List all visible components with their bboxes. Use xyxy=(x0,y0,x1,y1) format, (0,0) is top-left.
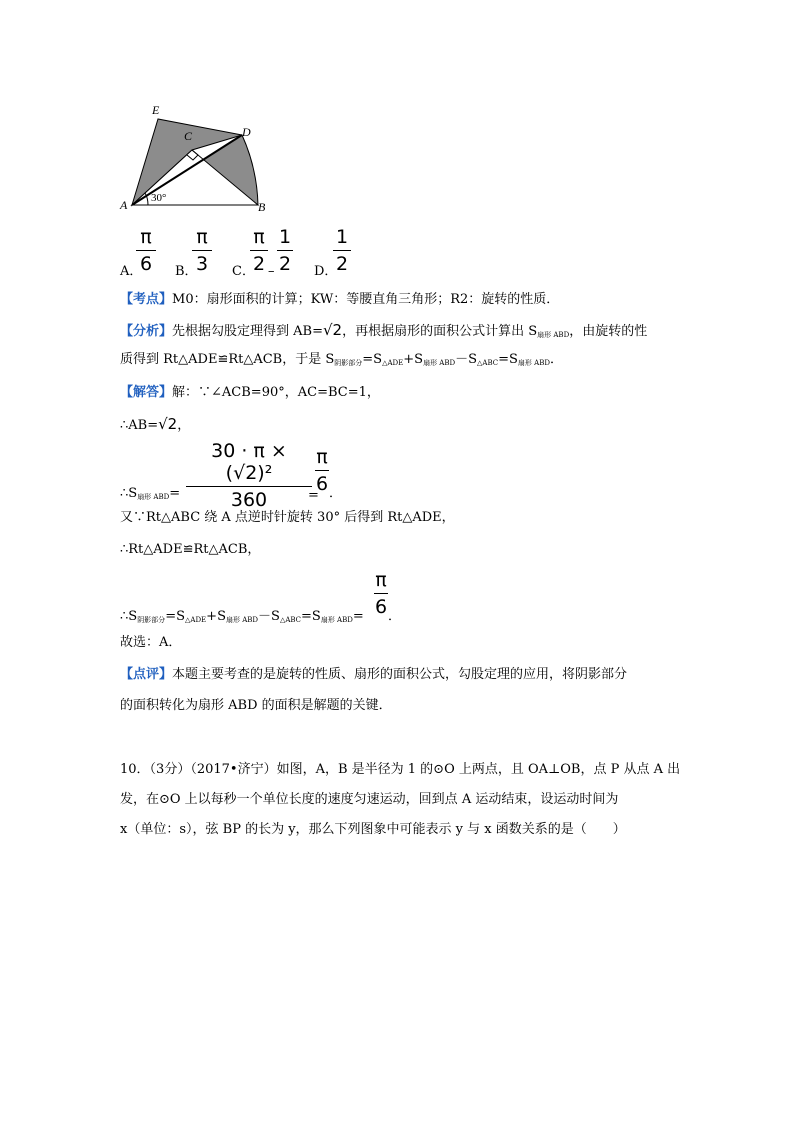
label-b: B xyxy=(258,200,266,214)
option-c-label: C． xyxy=(232,264,255,279)
dianping-line-2: 的面积转化为扇形 ABD 的面积是解题的关键． xyxy=(120,698,392,713)
shaded-area-result: π 6 xyxy=(374,569,388,618)
option-a-fraction: π 6 xyxy=(136,226,156,275)
q10-line-3: x（单位：s），弦 BP 的长为 y，那么下列图象中可能表示 y 与 x 函数关系的是（ ） xyxy=(120,822,626,837)
option-c-fraction-2: 1 2 xyxy=(278,226,292,275)
geometry-figure xyxy=(112,98,282,218)
option-d-label: D． xyxy=(314,264,338,279)
option-d-fraction: 1 2 xyxy=(333,226,351,275)
dianping-tag: 【点评】 xyxy=(120,667,173,682)
dianping-line-1: 【点评】本题主要考查的是旋转的性质、扇形的面积公式，勾股定理的应用，将阴影部分 xyxy=(120,667,628,682)
kaodian-tag: 【考点】 xyxy=(120,292,173,307)
sector-area-result: π 6 xyxy=(315,446,329,495)
option-b-fraction: π 3 xyxy=(192,226,212,275)
option-b-label: B． xyxy=(175,264,198,279)
label-a: A xyxy=(120,198,128,212)
kaodian-line xyxy=(120,292,559,308)
jieda-line-7: 故选：A． xyxy=(120,635,182,650)
sector-area-dot: ． xyxy=(329,486,343,501)
fenxi-line-1: 【分析】先根据勾股定理得到 AB=√2，再根据扇形的面积公式计算出 $S_{扇形 ABD}$，由旋转的性 xyxy=(120,321,648,339)
jieda-line-6: $\therefore S_{阴影部分}=S_{\triangle ADE}+S_{扇形 ABD}-S_{\triangle ABC}=S_{扇形 ABD}=$ xyxy=(120,609,364,624)
label-c: C xyxy=(184,129,193,143)
label-d: D xyxy=(242,125,251,139)
jieda-line-3: $\therefore S_{扇形 ABD}=$ xyxy=(120,486,181,501)
kaodian-text: M0：扇形面积的计算；KW：等腰直角三角形；R2：旋转的性质． xyxy=(172,292,560,307)
sector-area-fraction: 30 · π × (√2)² 360 xyxy=(186,440,312,511)
jieda-line-2: ∴AB=√2， xyxy=(120,415,191,433)
label-e: E xyxy=(152,103,160,117)
label-angle: 30° xyxy=(151,192,167,204)
jieda-line-4: 又∵Rt△ABC 绕 A 点逆时针旋转 30° 后得到 Rt△ADE， xyxy=(120,510,455,525)
jieda-line-1: 【解答】解：∵∠ACB=90°，AC=BC=1， xyxy=(120,385,380,400)
q10-line-2: 发，在⊙O 上以每秒一个单位长度的速度匀速运动，回到点 A 运动结束，设运动时间为 xyxy=(120,792,619,807)
jieda-line-5: ∴Rt△ADE≌Rt△ACB， xyxy=(120,542,261,557)
fenxi-line-2: 质得到 Rt△ADE≌Rt△ACB，于是 $S_{阴影部分}=S_{\triangle ADE}+S_{扇形 ABD}-S_{\triangle ABC}=S_{扇形 ABD}$． xyxy=(120,352,563,367)
q10-line-1: 10．（3分）（2017•济宁）如图，A，B 是半径为 1 的⊙O 上两点，且 OA⊥OB，点 P 从点 A 出 xyxy=(120,762,681,777)
option-c-fraction-1: π 2 xyxy=(250,226,268,275)
option-a-label: A． xyxy=(120,264,143,279)
jieda-tag: 【解答】 xyxy=(120,385,173,400)
sector-area-eq: = xyxy=(308,488,319,503)
option-c-minus: – xyxy=(268,264,275,279)
shaded-area-dot: ． xyxy=(388,609,402,624)
fenxi-tag: 【分析】 xyxy=(120,324,173,339)
